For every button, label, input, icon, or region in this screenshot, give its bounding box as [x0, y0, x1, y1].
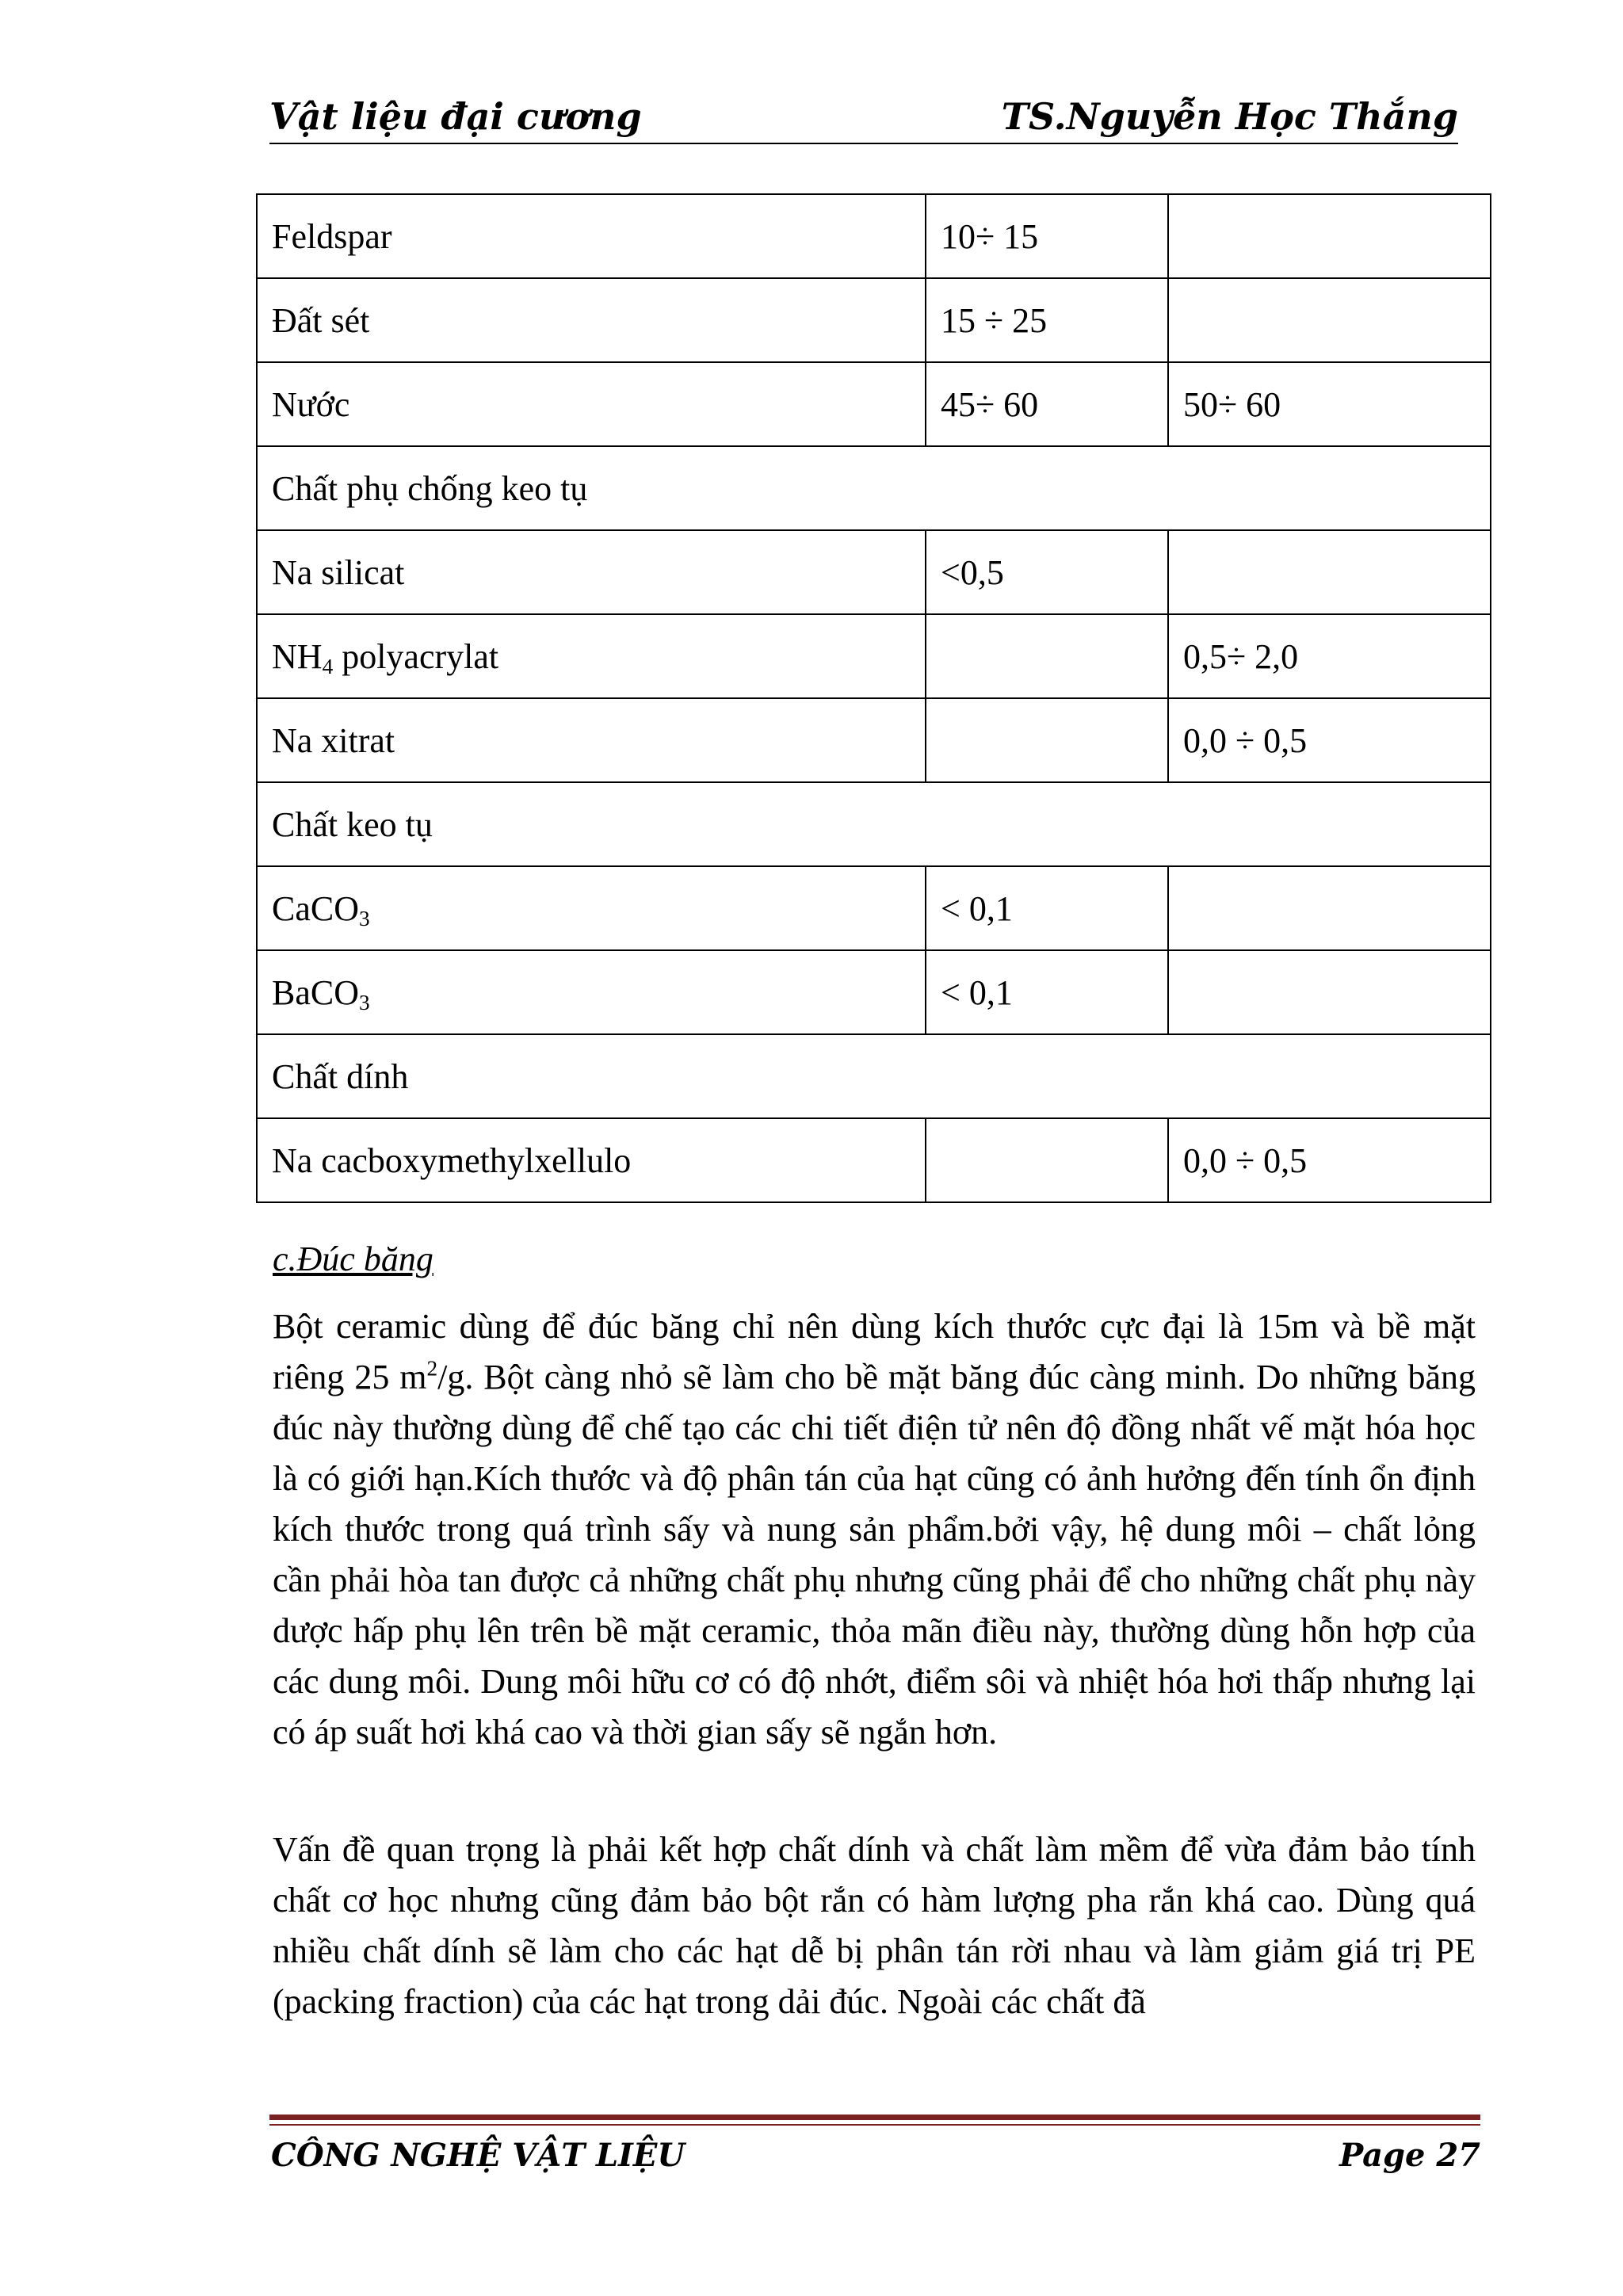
table-group-row: [257, 446, 1491, 530]
page-number: Page 27: [1339, 2137, 1480, 2174]
material-name: BaCO$_3$: [257, 950, 926, 1034]
footer-rule-thin: [269, 2124, 1480, 2126]
section-heading: c.Đúc băng: [273, 1240, 433, 1278]
value-col-1: <0,5: [926, 530, 1168, 614]
value-col-1: 10÷ 15: [926, 194, 1168, 278]
table-row: [257, 194, 1491, 278]
value-col-2: [1168, 530, 1491, 614]
value-col-2: 50÷ 60: [1168, 362, 1491, 446]
material-name: Na cacboxymethylxellulo: [257, 1118, 926, 1202]
header-author: TS.Nguyễn Học Thắng: [1001, 95, 1458, 138]
material-name: CaCO$_3$: [257, 866, 926, 950]
table-row: [257, 950, 1491, 1034]
body-paragraph: Vấn đề quan trọng là phải kết hợp chất dính và chất làm mềm để vừa đảm bảo tính chất cơ học nhưng cũng đảm bảo bột rắn có hàm lượng pha rắn khá cao. Dùng quá nhiều chất dính sẽ làm cho các hạt dễ bị phân tán rời nhau và làm giảm giá trị PE (packing fraction) của các hạt trong dải đúc. Ngoài các chất đã: [273, 1830, 1476, 2021]
table-row: [257, 278, 1491, 362]
value-col-1: [926, 1118, 1168, 1202]
table-row: [257, 614, 1491, 698]
table-row: [257, 866, 1491, 950]
table-row: [257, 362, 1491, 446]
page-header: [269, 95, 1458, 144]
material-name: Feldspar: [257, 194, 926, 278]
table-row: [257, 1118, 1491, 1202]
footer-rule: [269, 2115, 1480, 2120]
material-name: $NH_4$ polyacrylat: [257, 614, 926, 698]
body-paragraph: Bột ceramic dùng để đúc băng chỉ nên dùng kích thước cực đại là 15m và bề mặt riêng 25 $m^2/g$. Bột càng nhỏ sẽ làm cho bề mặt băng đúc càng minh. Do những băng đúc này thường dùng để chế tạo các chi tiết điện tử nên độ đồng nhất vế mặt hóa học là có giới hạn.Kích thước và độ phân tán của hạt cũng có ảnh hưởng đến tính ổn định kích thước trong quá trình sấy và nung sản phẩm.bởi vậy, hệ dung môi – chất lỏng cần phải hòa tan được cả những chất phụ nhưng cũng phải để cho những chất phụ này dược hấp phụ lên trên bề mặt ceramic, thỏa mãn điều này, thường dùng hỗn hợp của các dung môi. Dung môi hữu cơ có độ nhớt, điểm sôi và nhiệt hóa hơi thấp nhưng lại có áp suất hơi khá cao và thời gian sấy sẽ ngắn hơn.: [273, 1307, 1476, 1752]
composition-table: [256, 193, 1491, 1203]
value-col-1: 15 ÷ 25: [926, 278, 1168, 362]
table-group-row: [257, 1034, 1491, 1118]
material-name: Na xitrat: [257, 698, 926, 782]
footer-course-title: CÔNG NGHỆ VẬT LIỆU: [271, 2137, 685, 2174]
value-col-2: 0,0 ÷ 0,5: [1168, 1118, 1491, 1202]
value-col-2: [1168, 194, 1491, 278]
value-col-1: < 0,1: [926, 866, 1168, 950]
material-name: Đất sét: [257, 278, 926, 362]
material-name: Na silicat: [257, 530, 926, 614]
value-col-1: < 0,1: [926, 950, 1168, 1034]
table-group-row: [257, 782, 1491, 866]
value-col-1: 45÷ 60: [926, 362, 1168, 446]
value-col-1: [926, 614, 1168, 698]
value-col-2: 0,5÷ 2,0: [1168, 614, 1491, 698]
value-col-2: [1168, 950, 1491, 1034]
group-label: Chất keo tụ: [257, 782, 1491, 866]
value-col-2: [1168, 278, 1491, 362]
header-book-title: Vật liệu đại cương: [269, 95, 642, 138]
table-row: [257, 530, 1491, 614]
group-label: Chất phụ chống keo tụ: [257, 446, 1491, 530]
value-col-1: [926, 698, 1168, 782]
table-row: [257, 698, 1491, 782]
group-label: Chất dính: [257, 1034, 1491, 1118]
material-name: Nước: [257, 362, 926, 446]
value-col-2: 0,0 ÷ 0,5: [1168, 698, 1491, 782]
value-col-2: [1168, 866, 1491, 950]
